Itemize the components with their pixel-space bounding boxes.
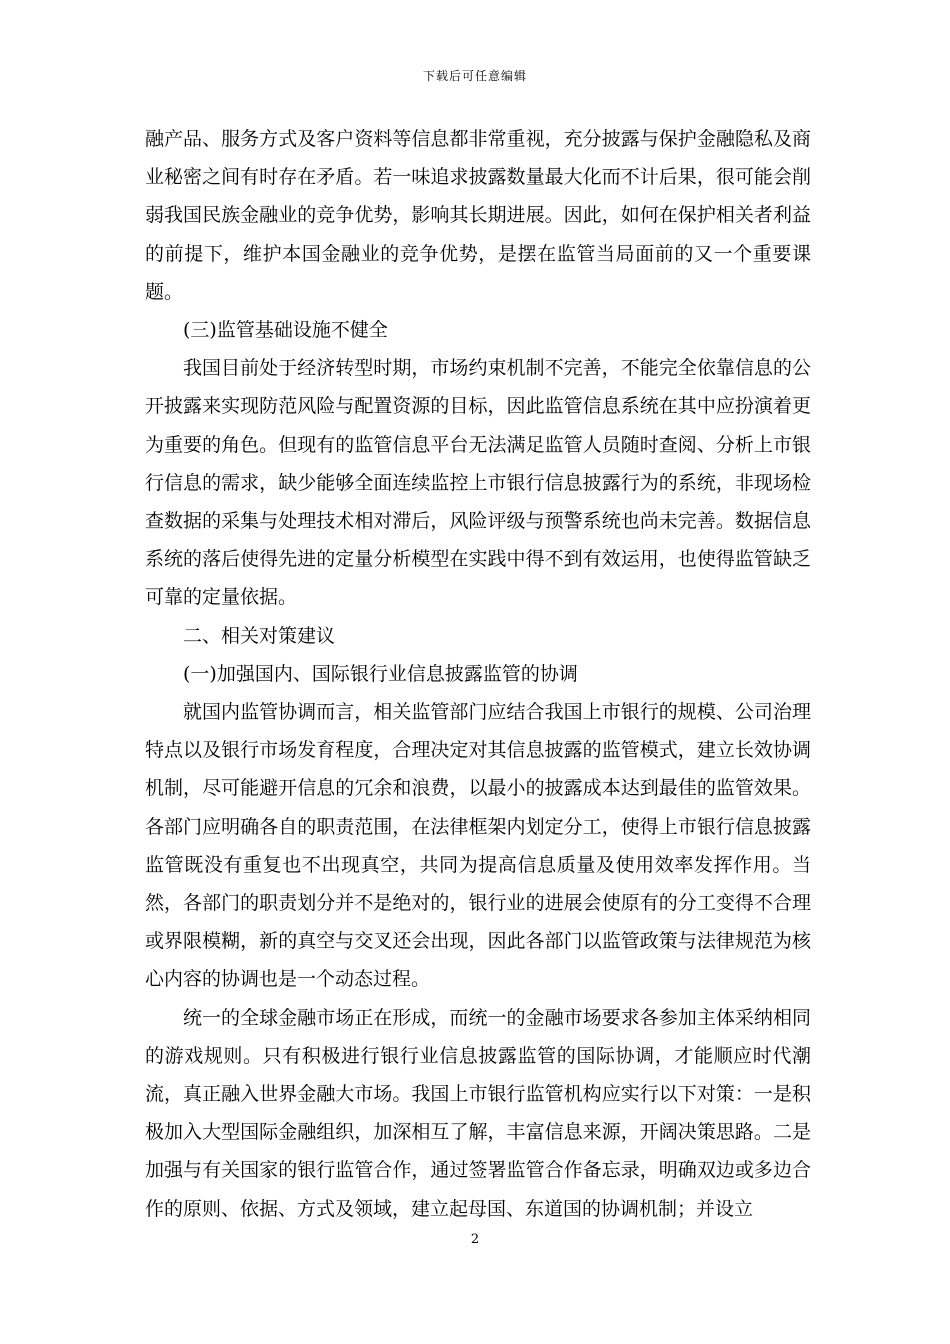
paragraph-infrastructure: 我国目前处于经济转型时期，市场约束机制不完善，不能完全依靠信息的公开披露来实现防范风险与配置资源的目标，因此监管信息系统在其中应扮演着更为重要的角色。但现有的监管信息平台无法满足监管人员随时查阅、分析上市银行信息的需求，缺少能够全面连续监控上市银行信息披露行为的系统，非现场检查数据的采集与处理技术相对滞后，风险评级与预警系统也尚未完善。数据信息系统的落后使得先进的定量分析模型在实践中得不到有效运用，也使得监管缺乏可靠的定量依据。 — [145, 357, 811, 609]
subsection-heading-coordination: (一)加强国内、国际银行业信息披露监管的协调 — [183, 662, 578, 685]
section-heading-recommendations: 二、相关对策建议 — [183, 624, 336, 647]
page-header: 下载后可任意编辑 — [422, 69, 527, 83]
page-number: 2 — [470, 1232, 480, 1247]
paragraph-international-coordination: 统一的全球金融市场正在形成，而统一的金融市场要求各参加主体采纳相同的游戏规则。只有积极进行银行业信息披露监管的国际协调，才能顺应时代潮流，真正融入世界金融大市场。我国上市银行监管机构应实行以下对策：一是积极加入大型国际金融组织，加深相互了解，丰富信息来源，开阔决策思路。二是加强与有关国家的银行监管合作，通过签署监管合作备忘录，明确双边或多边合作的原则、依据、方式及领域，建立起母国、东道国的协调机制；并设立 — [145, 1006, 811, 1220]
paragraph-domestic-coordination: 就国内监管协调而言，相关监管部门应结合我国上市银行的规模、公司治理特点以及银行市场发育程度，合理决定对其信息披露的监管模式，建立长效协调机制，尽可能避开信息的冗余和浪费，以最小的披露成本达到最佳的监管效果。各部门应明确各自的职责范围，在法律框架内划定分工，使得上市银行信息披露监管既没有重复也不出现真空，共同为提高信息质量及使用效率发挥作用。当然，各部门的职责划分并不是绝对的，银行业的进展会使原有的分工变得不合理或界限模糊，新的真空与交叉还会出现，因此各部门以监管政策与法律规范为核心内容的协调也是一个动态过程。 — [145, 701, 811, 991]
section-heading-infrastructure: (三)监管基础设施不健全 — [183, 319, 388, 342]
document-body — [145, 120, 811, 1228]
paragraph-continuation: 融产品、服务方式及客户资料等信息都非常重视，充分披露与保护金融隐私及商业秘密之间有时存在矛盾。若一味追求披露数量最大化而不计后果，很可能会削弱我国民族金融业的竞争优势，影响其长期进展。因此，如何在保护相关者利益的前提下，维护本国金融业的竞争优势，是摆在监管当局面前的又一个重要课题。 — [145, 128, 811, 303]
